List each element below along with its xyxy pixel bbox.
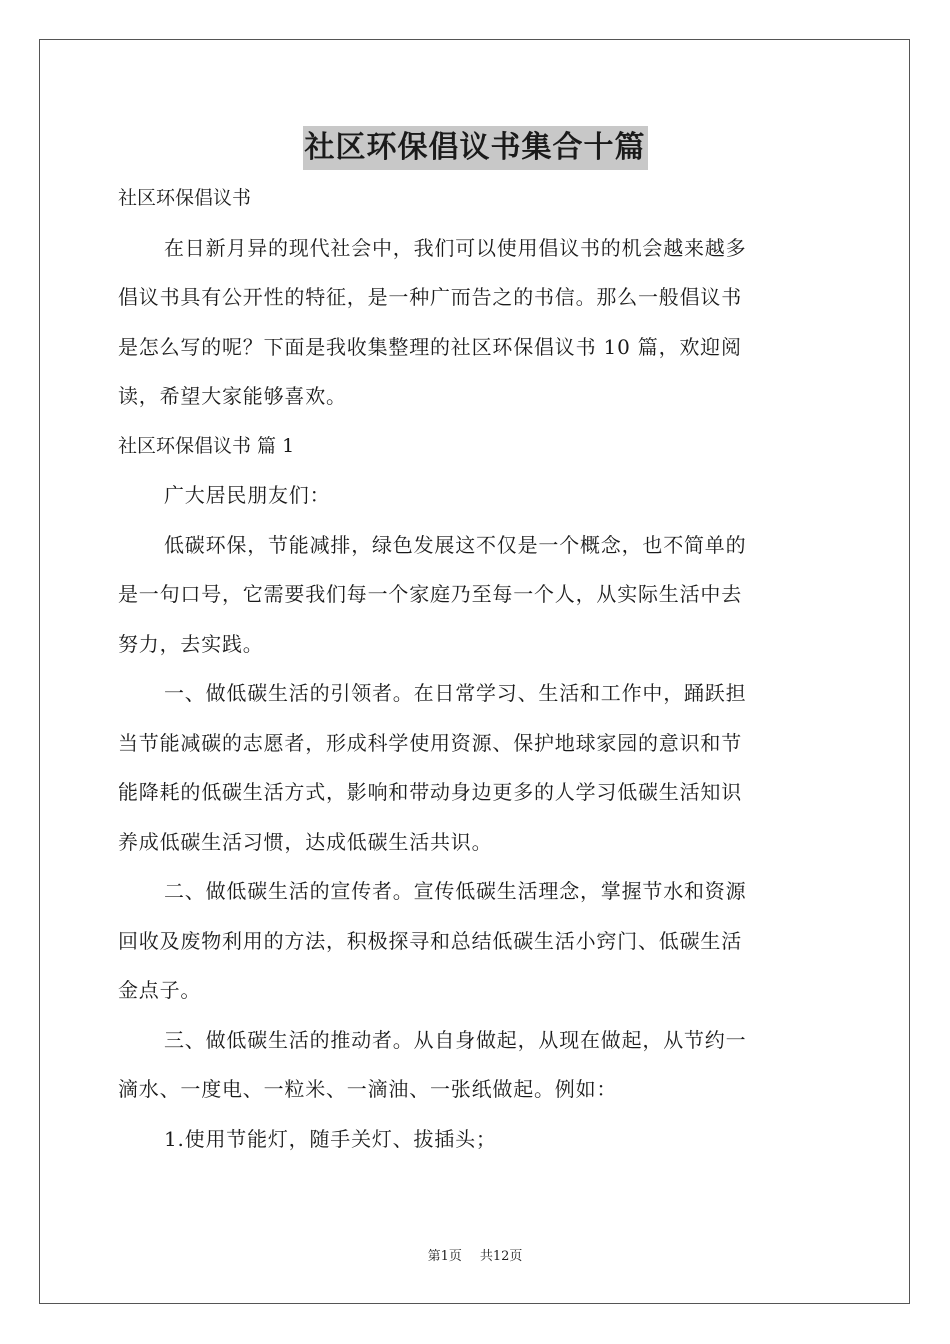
paragraph-line: 低碳环保，节能减排，绿色发展这不仅是一个概念，也不简单的 — [164, 532, 747, 557]
paragraph-line: 回收及废物利用的方法，积极探寻和总结低碳生活小窍门、低碳生活 — [118, 928, 742, 953]
list-item: 1.使用节能灯，随手关灯、拔插头； — [164, 1126, 497, 1151]
page-number: 第1页 — [427, 1249, 462, 1264]
section-heading: 社区环保倡议书 篇 1 — [118, 434, 295, 457]
intro-line: 是怎么写的呢？下面是我收集整理的社区环保倡议书 10 篇，欢迎阅 — [118, 334, 742, 359]
paragraph-line: 三、做低碳生活的推动者。从自身做起，从现在做起，从节约一 — [164, 1027, 747, 1052]
paragraph-line: 滴水、一度电、一粒米、一滴油、一张纸做起。例如： — [118, 1077, 618, 1101]
title-container — [0, 126, 950, 170]
page-footer — [0, 1248, 950, 1266]
page-total: 共12页 — [479, 1249, 523, 1264]
intro-line: 倡议书具有公开性的特征，是一种广而告之的书信。那么一般倡议书 — [118, 285, 742, 309]
paragraph-line: 是一句口号，它需要我们每一个家庭乃至每一个人，从实际生活中去 — [118, 582, 742, 606]
document-title: 社区环保倡议书集合十篇 — [303, 126, 648, 170]
paragraph-line: 当节能减碳的志愿者，形成科学使用资源、保护地球家园的意识和节 — [118, 730, 742, 755]
intro-heading: 社区环保倡议书 — [118, 187, 252, 209]
paragraph-line: 能降耗的低碳生活方式，影响和带动身边更多的人学习低碳生活知识 — [118, 780, 742, 804]
greeting: 广大居民朋友们： — [164, 483, 331, 507]
paragraph-line: 养成低碳生活习惯，达成低碳生活共识。 — [118, 829, 493, 854]
paragraph-line: 金点子。 — [118, 978, 202, 1002]
intro-line: 读，希望大家能够喜欢。 — [118, 384, 347, 408]
paragraph-line: 努力，去实践。 — [118, 631, 264, 656]
document-body — [118, 174, 838, 1164]
intro-line: 在日新月异的现代社会中，我们可以使用倡议书的机会越来越多 — [164, 235, 747, 260]
paragraph-line: 二、做低碳生活的宣传者。宣传低碳生活理念，掌握节水和资源 — [164, 879, 747, 903]
paragraph-line: 一、做低碳生活的引领者。在日常学习、生活和工作中，踊跃担 — [164, 681, 747, 705]
